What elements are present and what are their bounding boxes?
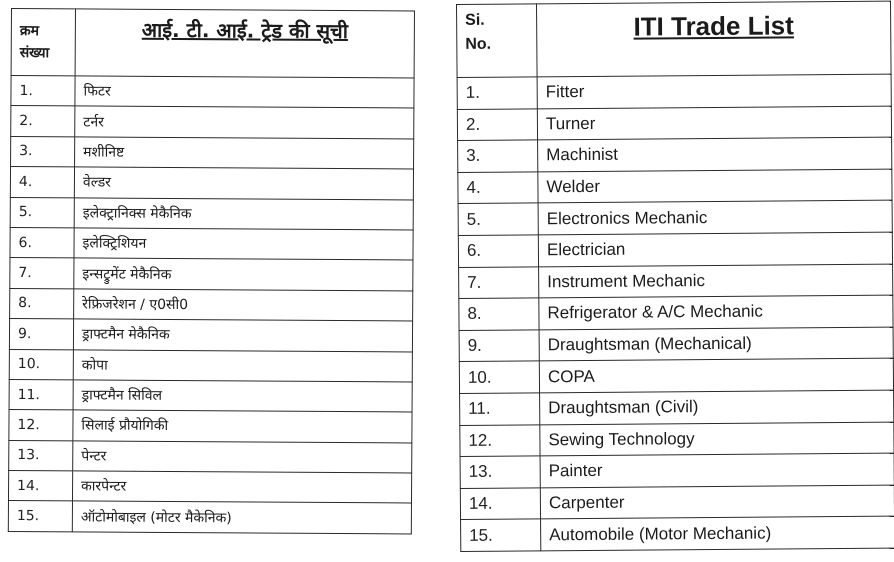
- hindi-serial-number: 2.: [11, 106, 75, 137]
- english-serial-number: 10.: [459, 361, 539, 393]
- hindi-table-row: [10, 197, 413, 230]
- english-serial-header-line2: No.: [465, 35, 492, 53]
- hindi-table-row: [10, 227, 413, 260]
- english-table-row: [460, 422, 894, 457]
- hindi-serial-number: 12.: [9, 410, 73, 441]
- english-serial-number: 11.: [460, 393, 540, 425]
- english-trade-name: Refrigerator & A/C Mechanic: [539, 295, 893, 329]
- english-serial-number: 3.: [458, 140, 538, 172]
- hindi-trade-name: ड्राफ्टमैन सिविल: [73, 380, 412, 412]
- hindi-serial-number: 10.: [9, 349, 73, 380]
- english-trade-name: Draughtsman (Civil): [540, 390, 894, 424]
- hindi-table-row: [9, 349, 412, 382]
- english-serial-number: 4.: [458, 172, 538, 204]
- hindi-table-row: [8, 501, 411, 534]
- hindi-trade-name: ऑटोमोबाइल (मोटर मैकेनिक): [72, 501, 411, 533]
- english-serial-number: 15.: [461, 519, 541, 551]
- hindi-trade-table: [8, 8, 415, 534]
- hindi-serial-number: 3.: [11, 136, 75, 167]
- hindi-serial-number: 6.: [10, 227, 74, 258]
- hindi-trade-name: कारपेन्टर: [72, 471, 411, 503]
- english-trade-name: Carpenter: [540, 485, 894, 519]
- hindi-table-row: [8, 471, 411, 504]
- hindi-table-row: [9, 379, 412, 412]
- hindi-table-row: [11, 76, 414, 109]
- hindi-serial-number: 9.: [9, 319, 73, 350]
- english-table-row: [457, 106, 891, 141]
- english-table-title: ITI Trade List: [537, 1, 892, 77]
- english-table-row: [460, 485, 894, 520]
- english-trade-name: COPA: [539, 358, 893, 392]
- hindi-trade-name: पेन्टर: [73, 441, 412, 473]
- hindi-table-row: [9, 319, 412, 352]
- hindi-trade-name: सिलाई प्रौयोगिकी: [73, 410, 412, 442]
- hindi-trade-name: कोपा: [73, 349, 412, 381]
- hindi-trade-name: इलेक्ट्रिशियन: [74, 228, 413, 260]
- english-trade-name: Fitter: [537, 74, 891, 108]
- hindi-serial-header: [11, 9, 75, 76]
- english-table-row: [460, 390, 894, 425]
- english-trade-name: Sewing Technology: [540, 422, 894, 456]
- english-serial-number: 2.: [457, 108, 537, 140]
- hindi-serial-number: 5.: [10, 197, 74, 228]
- english-table-row: [458, 137, 892, 172]
- english-trade-name: Instrument Mechanic: [539, 264, 893, 298]
- hindi-serial-number: 4.: [10, 167, 74, 198]
- english-table-row: [459, 358, 893, 393]
- english-trade-table: [456, 1, 894, 552]
- hindi-serial-header-line2: संख्या: [19, 45, 50, 62]
- english-table-row: [458, 232, 892, 267]
- english-serial-number: 7.: [459, 266, 539, 298]
- hindi-serial-number: 1.: [11, 76, 75, 107]
- english-trade-name: Welder: [538, 169, 892, 203]
- hindi-table-row: [10, 167, 413, 200]
- hindi-table-row: [9, 440, 412, 473]
- english-serial-number: 9.: [459, 330, 539, 362]
- english-trade-name: Turner: [537, 106, 891, 140]
- english-table-row: [459, 264, 893, 299]
- hindi-trade-name: मशीनिष्ट: [75, 137, 414, 169]
- english-header-row: [457, 1, 892, 77]
- hindi-serial-number: 14.: [8, 471, 72, 502]
- english-table-row: [461, 516, 894, 551]
- hindi-table-row: [11, 136, 414, 169]
- hindi-table-row: [11, 106, 414, 139]
- english-serial-number: 5.: [458, 203, 538, 235]
- hindi-table-row: [9, 410, 412, 443]
- english-table-row: [459, 295, 893, 330]
- english-table-row: [459, 327, 893, 362]
- english-serial-number: 13.: [460, 456, 540, 488]
- english-serial-number: 6.: [458, 235, 538, 267]
- hindi-trade-name: इन्सट्रुमेंट मेकैनिक: [74, 258, 413, 290]
- english-trade-name: Electrician: [538, 232, 892, 266]
- english-trade-name: Automobile (Motor Mechanic): [541, 516, 894, 550]
- hindi-trade-name: फिटर: [75, 76, 414, 108]
- english-trade-name: Painter: [540, 453, 894, 487]
- hindi-table-row: [10, 258, 413, 291]
- english-trade-name: Machinist: [538, 137, 892, 171]
- hindi-serial-number: 8.: [10, 288, 74, 319]
- english-table-row: [458, 169, 892, 204]
- english-serial-number: 8.: [459, 298, 539, 330]
- english-serial-header: [457, 4, 538, 78]
- hindi-table-row: [10, 288, 413, 321]
- english-trade-name: Draughtsman (Mechanical): [539, 327, 893, 361]
- hindi-serial-number: 15.: [8, 501, 72, 532]
- english-serial-number: 14.: [460, 488, 540, 520]
- hindi-serial-number: 7.: [10, 258, 74, 289]
- hindi-trade-name: ड्राफ्टमैन मेकैनिक: [73, 319, 412, 351]
- english-serial-number: 12.: [460, 424, 540, 456]
- hindi-trade-name: टर्नर: [75, 106, 414, 138]
- english-table-row: [458, 200, 892, 235]
- english-table-row: [460, 453, 894, 488]
- english-trade-name: Electronics Mechanic: [538, 200, 892, 234]
- hindi-trade-name: इलेक्ट्रानिक्स मेकैनिक: [74, 197, 413, 229]
- english-serial-header-line1: Si.: [465, 11, 485, 29]
- hindi-serial-number: 13.: [9, 440, 73, 471]
- english-serial-number: 1.: [457, 77, 537, 109]
- hindi-serial-number: 11.: [9, 379, 73, 410]
- hindi-table-title: आई. टी. आई. ट्रेड की सूची: [75, 9, 414, 78]
- english-table-row: [457, 74, 891, 109]
- hindi-header-row: [11, 9, 414, 78]
- hindi-trade-name: वेल्डर: [74, 167, 413, 199]
- hindi-serial-header-line1: क्रम: [19, 23, 40, 40]
- hindi-trade-name: रेफ्रिजरेशन / ए0सी0: [74, 289, 413, 321]
